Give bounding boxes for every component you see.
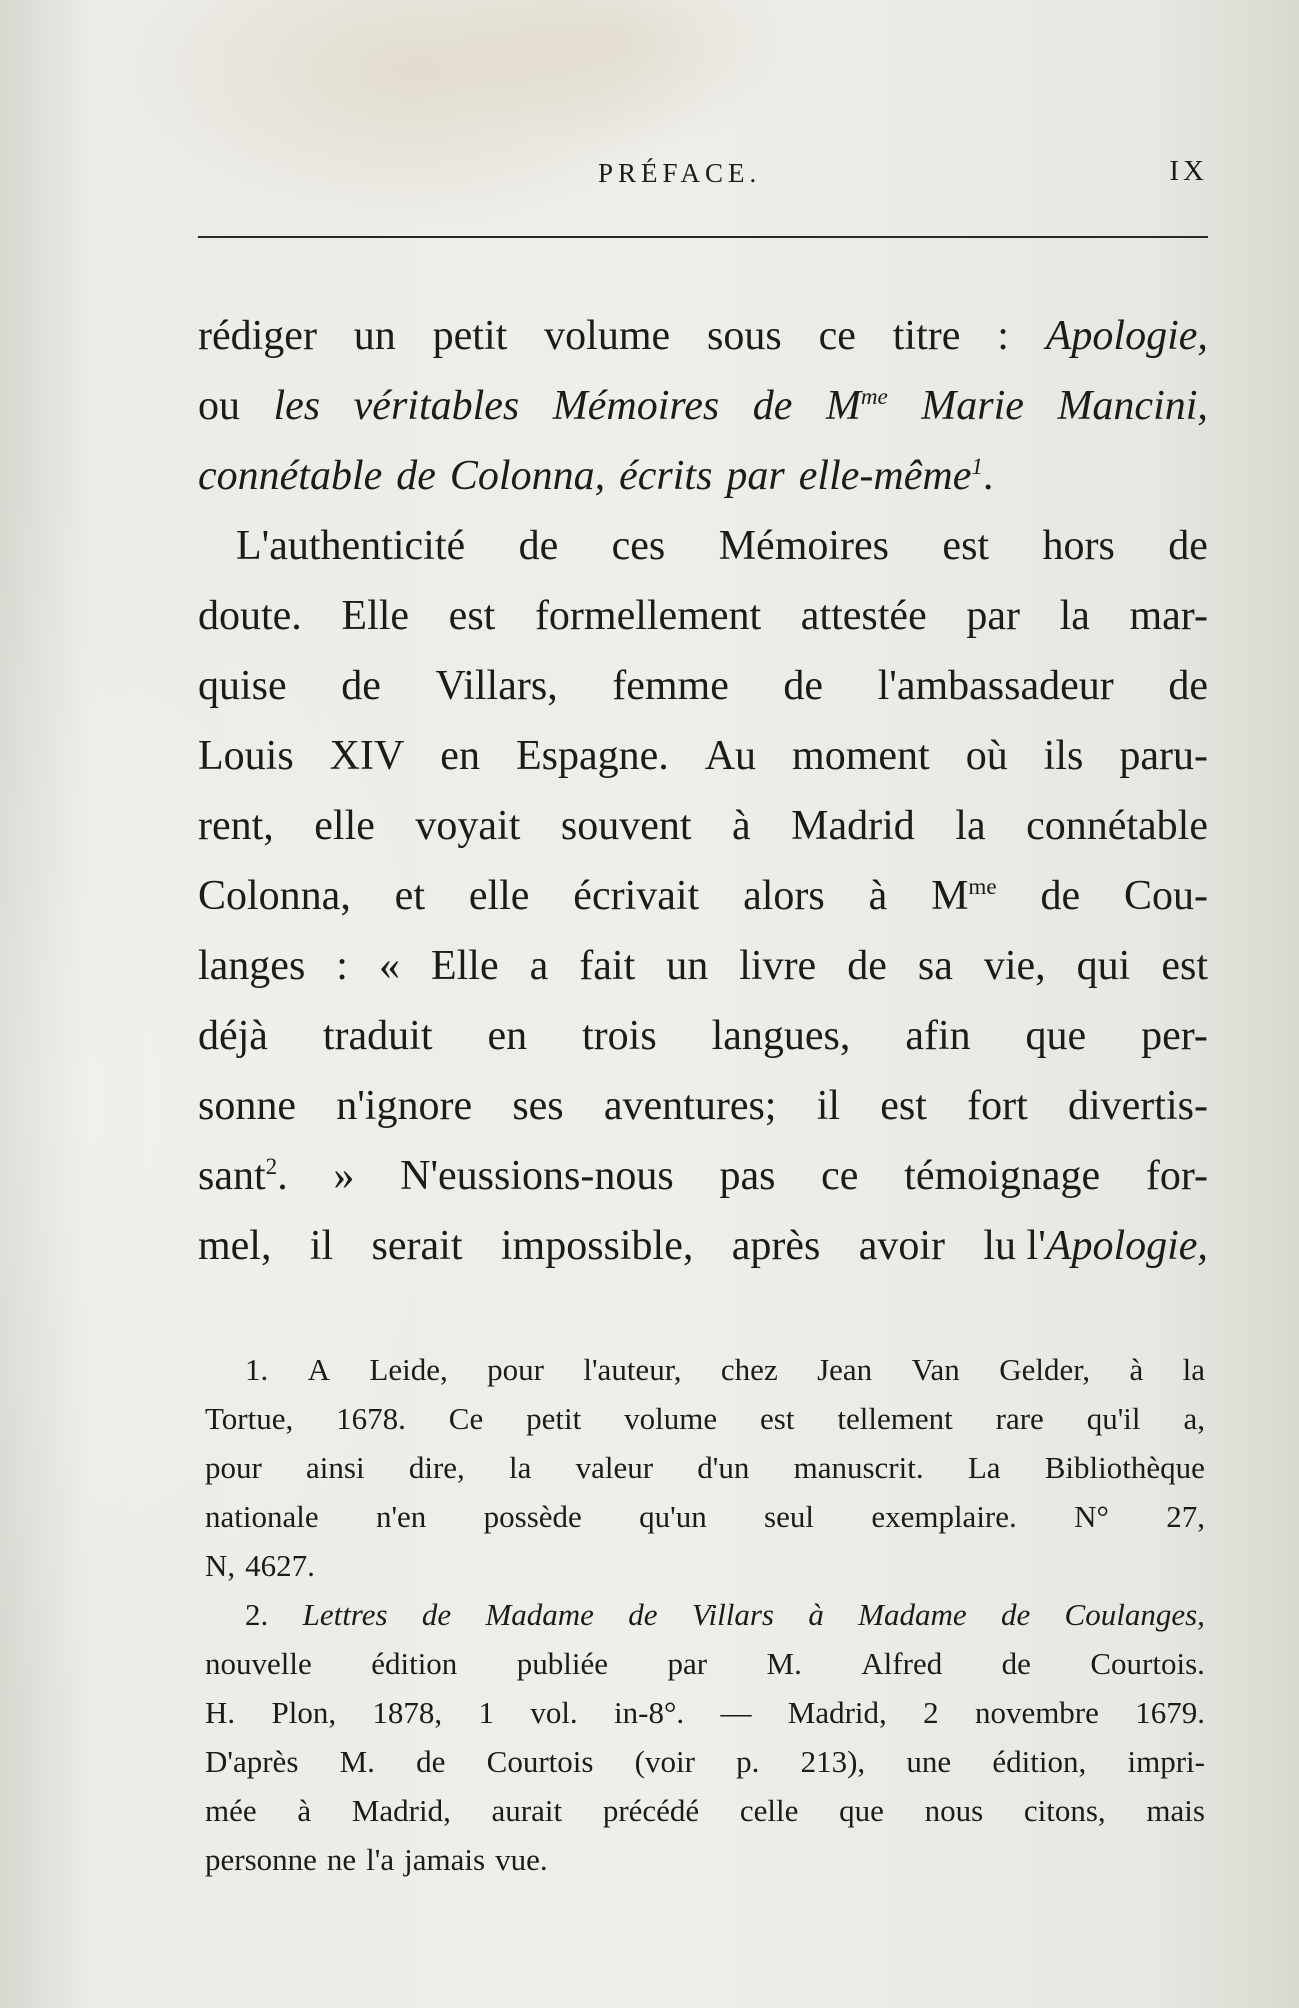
word: M. <box>339 1744 375 1779</box>
word: de <box>1000 1597 1031 1632</box>
word: précédé <box>602 1793 700 1828</box>
footnote-line <box>205 1646 1205 1695</box>
word: XIV <box>329 733 405 779</box>
word: elle <box>314 803 375 849</box>
word: Lettres <box>302 1597 388 1632</box>
word: écrivait <box>573 873 700 919</box>
word-part: lu <box>983 1223 1017 1269</box>
word: seul <box>764 1499 814 1534</box>
word: femme <box>612 663 729 709</box>
word: A <box>307 1352 331 1387</box>
word: Alfred <box>861 1646 943 1681</box>
word: mar- <box>1129 593 1208 639</box>
word: possède <box>483 1499 582 1534</box>
text-line <box>198 662 1208 732</box>
word: langues, <box>711 1013 851 1059</box>
word <box>983 1222 1208 1270</box>
text-line <box>198 312 1208 382</box>
word: Apologie, <box>1045 313 1208 359</box>
word: pour <box>487 1352 544 1387</box>
word: 2 <box>923 1695 939 1730</box>
word: (voir <box>634 1744 695 1779</box>
word: témoignage <box>904 1153 1101 1199</box>
word: quise <box>198 663 287 709</box>
word: nationale <box>205 1499 319 1534</box>
body-text <box>198 312 1208 1292</box>
word: La <box>967 1450 1001 1485</box>
word: Gelder, <box>999 1352 1091 1387</box>
word: Madrid, <box>787 1695 887 1730</box>
word: à <box>808 1597 824 1632</box>
word <box>826 382 888 430</box>
word: édition, <box>992 1744 1087 1779</box>
text-line <box>198 1082 1208 1152</box>
word: trois <box>582 1013 657 1059</box>
word: de <box>847 943 887 989</box>
word: est <box>880 1083 927 1129</box>
word: l'auteur, <box>583 1352 682 1387</box>
word: M. <box>766 1646 802 1681</box>
word: impri- <box>1127 1744 1205 1779</box>
word: paru- <box>1119 733 1208 779</box>
word: vie, <box>983 943 1046 989</box>
word: la <box>1059 593 1090 639</box>
footnote-line <box>205 1842 1205 1891</box>
text-line <box>198 452 1208 522</box>
word: pour <box>205 1450 262 1485</box>
word: moment <box>792 733 930 779</box>
word: alors <box>743 873 825 919</box>
word: par <box>726 453 785 499</box>
word: « <box>378 943 400 989</box>
word: N° <box>1074 1499 1109 1534</box>
word: déjà <box>198 1013 268 1059</box>
word: 1678. <box>336 1401 406 1436</box>
word: L'authenticité <box>236 523 466 569</box>
word: est <box>942 523 990 569</box>
word: un <box>353 313 396 359</box>
word: ces <box>611 523 666 569</box>
running-head <box>198 150 1208 200</box>
word: Cou- <box>1123 873 1208 919</box>
word: par <box>667 1646 708 1681</box>
footnote-line <box>205 1499 1205 1548</box>
text-line <box>198 1222 1208 1292</box>
word: Mancini, <box>1057 383 1208 429</box>
word: hors <box>1042 523 1115 569</box>
word: et <box>394 873 425 919</box>
text-line <box>198 522 1208 592</box>
word: véritables <box>353 383 520 429</box>
word: per- <box>1141 1013 1208 1059</box>
word: n'en <box>375 1499 427 1534</box>
word: l'ambassadeur <box>877 663 1114 709</box>
word: par <box>966 593 1020 639</box>
word: Tortue, <box>205 1401 294 1436</box>
word: for- <box>1145 1153 1208 1199</box>
word: H. <box>205 1695 236 1730</box>
word: afin <box>905 1013 971 1059</box>
word: de <box>518 523 559 569</box>
word: 1679. <box>1135 1695 1205 1730</box>
word-part: M <box>931 873 969 919</box>
word-part: sant <box>198 1153 266 1199</box>
footnote-line <box>205 1744 1205 1793</box>
word: pas <box>719 1153 776 1199</box>
word: traduit <box>322 1013 433 1059</box>
word: petit <box>526 1401 582 1436</box>
word: après <box>731 1223 821 1269</box>
word: l'a <box>366 1842 395 1877</box>
footnote-line <box>205 1450 1205 1499</box>
word: une <box>906 1744 952 1779</box>
word: Bibliothèque <box>1044 1450 1205 1485</box>
word: mée <box>205 1793 257 1828</box>
word <box>799 452 994 500</box>
word: la <box>955 803 986 849</box>
word: de <box>416 1744 446 1779</box>
word: Madame <box>858 1597 967 1632</box>
word: Marie <box>921 383 1024 429</box>
word: citons, <box>1023 1793 1106 1828</box>
word: attestée <box>800 593 927 639</box>
word: en <box>487 1013 528 1059</box>
word: de <box>1001 1646 1031 1681</box>
word: aventures; <box>603 1083 777 1129</box>
footnote-ref: 2 <box>265 1153 278 1179</box>
word: est <box>448 593 496 639</box>
word: jamais <box>404 1842 486 1877</box>
text-line <box>198 802 1208 872</box>
word: est <box>1161 943 1208 989</box>
footnote-line <box>205 1352 1205 1401</box>
word: voyait <box>415 803 521 849</box>
word: sa <box>917 943 953 989</box>
footnotes <box>205 1352 1205 1891</box>
word: où <box>965 733 1008 779</box>
text-line <box>198 732 1208 802</box>
word: divertis- <box>1068 1083 1208 1129</box>
word: dire, <box>408 1450 465 1485</box>
word: mel, <box>198 1223 272 1269</box>
word: de <box>1168 523 1208 569</box>
word: D'après <box>205 1744 299 1779</box>
word: il <box>309 1223 334 1269</box>
word: doute. <box>198 593 302 639</box>
word: p. <box>736 1744 760 1779</box>
word: ou <box>198 383 240 429</box>
word: mais <box>1146 1793 1205 1828</box>
word: rare <box>995 1401 1044 1436</box>
word: Au <box>704 733 757 779</box>
word: fort <box>967 1083 1028 1129</box>
word: manuscrit. <box>793 1450 924 1485</box>
word: connétable <box>1026 803 1208 849</box>
superscript: me <box>860 383 888 409</box>
word: sous <box>707 313 782 359</box>
word: a <box>529 943 549 989</box>
word: nouvelle <box>205 1646 312 1681</box>
word: de <box>421 1597 452 1632</box>
word-part: l' <box>1026 1223 1046 1269</box>
word: volume <box>624 1401 718 1436</box>
word: » <box>333 1153 355 1199</box>
word: Leide, <box>369 1352 448 1387</box>
word: 1 <box>478 1695 494 1730</box>
word: vue. <box>495 1842 548 1877</box>
word: Madame <box>485 1597 594 1632</box>
word: il <box>816 1083 841 1129</box>
word: à <box>1129 1352 1144 1387</box>
word: formellement <box>534 593 762 639</box>
word: d'un <box>697 1450 750 1485</box>
word: Van <box>911 1352 960 1387</box>
word: Espagne. <box>515 733 669 779</box>
text-line <box>198 1152 1208 1222</box>
word: titre <box>892 313 961 359</box>
word: fait <box>579 943 636 989</box>
word: impossible, <box>500 1223 694 1269</box>
word: tellement <box>837 1401 953 1436</box>
word: Plon, <box>271 1695 337 1730</box>
word: — <box>720 1695 752 1730</box>
word: ne <box>326 1842 357 1877</box>
text-line <box>198 1012 1208 1082</box>
word: langes <box>198 943 306 989</box>
word: volume <box>544 313 671 359</box>
word: ce <box>818 313 856 359</box>
word: Elle <box>341 593 410 639</box>
word: vol. <box>530 1695 578 1730</box>
word: ils <box>1043 733 1084 779</box>
word: de <box>1040 873 1081 919</box>
word: sonne <box>198 1083 296 1129</box>
word: souvent <box>560 803 692 849</box>
word: : <box>336 943 348 989</box>
word: connétable <box>198 453 383 499</box>
word: à <box>732 803 751 849</box>
word: rédiger <box>198 313 317 359</box>
word: Colonna, <box>449 453 606 499</box>
word: 2. <box>245 1597 269 1632</box>
word-part: M <box>825 383 861 429</box>
word: serait <box>371 1223 463 1269</box>
word: novembre <box>974 1695 1099 1730</box>
superscript: me <box>968 873 997 899</box>
word-part: Apologie, <box>1045 1223 1208 1269</box>
word: celle <box>739 1793 799 1828</box>
word: Mémoires <box>718 523 889 569</box>
word: n'ignore <box>336 1083 473 1129</box>
word: a, <box>1183 1401 1205 1436</box>
footnote-line <box>205 1695 1205 1744</box>
word: les <box>273 383 321 429</box>
word: est <box>760 1401 795 1436</box>
text-line <box>198 382 1208 452</box>
word: Louis <box>198 733 294 779</box>
footnote-line <box>205 1548 1205 1597</box>
word: petit <box>432 313 508 359</box>
word-part: . <box>277 1153 288 1199</box>
word-part: elle-même <box>798 453 972 499</box>
page-number: IX <box>1169 155 1208 187</box>
word: 1. <box>245 1352 269 1387</box>
word: chez <box>720 1352 778 1387</box>
word: que <box>839 1793 884 1828</box>
word: Courtois <box>486 1744 594 1779</box>
word: rent, <box>198 803 274 849</box>
word: in-8°. <box>614 1695 685 1730</box>
word: un <box>666 943 709 989</box>
word: de <box>628 1597 658 1632</box>
word: 27, <box>1166 1499 1205 1534</box>
word: Elle <box>430 943 499 989</box>
word: Villars <box>691 1597 774 1632</box>
text-line <box>198 942 1208 1012</box>
word: 1878, <box>372 1695 443 1730</box>
text-line <box>198 592 1208 662</box>
word <box>198 1152 288 1200</box>
word: de <box>783 663 824 709</box>
word: à <box>868 873 888 919</box>
word: la <box>1182 1352 1205 1387</box>
word: exemplaire. <box>871 1499 1017 1534</box>
word: Madrid <box>791 803 915 849</box>
word: qu'il <box>1086 1401 1141 1436</box>
running-title: PRÉFACE. <box>598 158 762 188</box>
word: qui <box>1076 943 1131 989</box>
header-rule <box>198 236 1208 238</box>
word: 213), <box>800 1744 866 1779</box>
word: Courtois. <box>1090 1646 1205 1681</box>
word: Coulanges, <box>1064 1597 1205 1632</box>
word: de <box>341 663 381 709</box>
word: Colonna, <box>198 873 351 919</box>
word: valeur <box>575 1450 654 1485</box>
footnote-line <box>205 1793 1205 1842</box>
word: ce <box>821 1153 859 1199</box>
word: publiée <box>516 1646 609 1681</box>
word: livre <box>739 943 817 989</box>
word: nous <box>924 1793 984 1828</box>
word: la <box>509 1450 532 1485</box>
word: elle <box>468 873 530 919</box>
text-line <box>198 872 1208 942</box>
word: Jean <box>817 1352 873 1387</box>
word: Madrid, <box>351 1793 451 1828</box>
word: de <box>752 383 793 429</box>
word: de <box>396 453 436 499</box>
word: ainsi <box>306 1450 365 1485</box>
footnote-line <box>205 1597 1205 1646</box>
word: aurait <box>491 1793 563 1828</box>
word: avoir <box>858 1223 946 1269</box>
footnote-line <box>205 1401 1205 1450</box>
word: 4627. <box>245 1548 315 1583</box>
word: personne <box>205 1842 317 1877</box>
word: Ce <box>448 1401 484 1436</box>
footnote-ref: 1 <box>971 453 983 479</box>
word: Villars, <box>435 663 558 709</box>
word <box>931 872 997 920</box>
word: : <box>997 313 1009 359</box>
word: Mémoires <box>552 383 720 429</box>
word: ses <box>512 1083 564 1129</box>
word: N'eussions-nous <box>400 1153 674 1199</box>
word: qu'un <box>639 1499 707 1534</box>
word-part: . <box>982 453 994 499</box>
word: à <box>297 1793 312 1828</box>
word: de <box>1168 663 1208 709</box>
word: en <box>440 733 480 779</box>
word: écrits <box>619 453 713 499</box>
word: édition <box>371 1646 458 1681</box>
word: que <box>1025 1013 1087 1059</box>
word: N, <box>205 1548 236 1583</box>
